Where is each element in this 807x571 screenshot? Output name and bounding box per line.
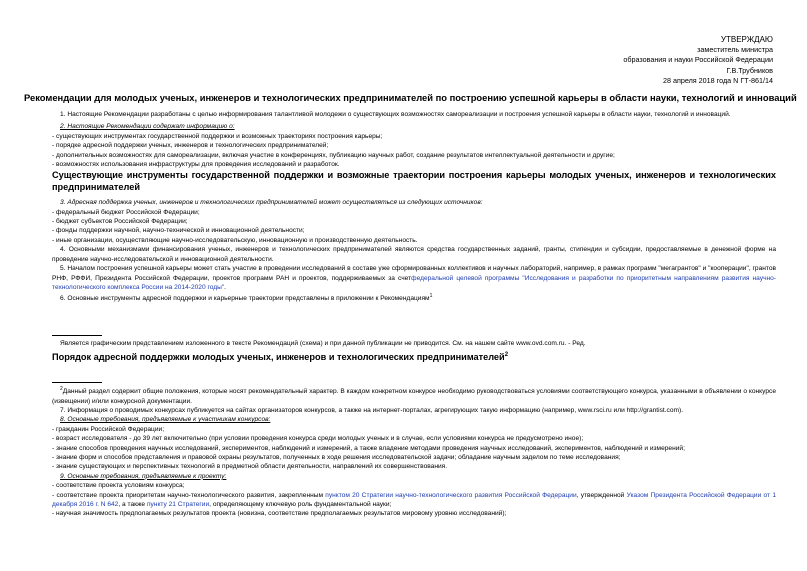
list-item: - иные организации, осуществляющие научно-исследовательскую, инновационную и производственную деятельность.	[52, 236, 418, 244]
section-heading-support: Порядок адресной поддержки молодых ученых, инженеров и технологических предпринимателей$^2$	[52, 352, 509, 363]
list-item: - гражданин Российской Федерации;	[52, 425, 165, 433]
paragraph-6: 6. Основные инструменты адресной поддержки и карьерные траектории представлены в приложении к Рекомендациям$^1$	[60, 293, 433, 303]
paragraph-3: 3. Адресная поддержка ученых, инженеров и технологических предпринимателей может осуществляться из следующих источников:	[60, 199, 483, 207]
list-item: - фонды поддержки научной, научно-технической и инновационной деятельности;	[52, 227, 305, 235]
strategy-point-20-link[interactable]: пунктом 20 Стратегии научно-технологического развития Российской Федерации	[325, 491, 577, 499]
approval-date-number: 28 апреля 2018 года N ГТ-861/14	[662, 76, 773, 86]
list-item: - возраст исследователя - до 39 лет включительно (при условии проведения конкурса среди молодых ученых и в случае, если условиями конкурса не предусмотрено иное);	[52, 435, 584, 443]
paragraph-7: 7. Информация о проводимых конкурсах публикуется на сайтах организаторов конкурсов, а также на интернет-порталах, агрегирующих такую информацию (например, www.rsci.ru или http://grantist.com).	[60, 407, 684, 414]
paragraph-6-text: 6. Основные инструменты адресной поддержки и карьерные траектории представлены в приложении к Рекомендациям	[60, 295, 430, 303]
graphic-footnote: Является графическим представлением изложенного в тексте Рекомендаций (схема) и при данной публикации не приводится. См. на нашем сайте www.ovd.com.ru. - Ред.	[60, 340, 586, 347]
middle-block	[52, 339, 776, 364]
list-item: - соответствие проекта условиям конкурса;	[52, 482, 185, 490]
paragraph-5-end: .	[224, 283, 227, 291]
list-item: - научная значимость предполагаемых результатов проекта (новизна, соответствие предполагаемых результатов мировому уровню исследований);	[52, 510, 507, 518]
section-heading-tools: Существующие инструменты государственной поддержки и возможные траектории построения карьеры молодых ученых, инженеров и технологических предпринимателей	[52, 170, 776, 192]
list-item: - существующих инструментах государственной поддержки и возможных траекториях построения карьеры;	[52, 132, 383, 140]
section-footnote: $^2$Данный раздел содержит общие положения, которые носят рекомендательный характер. В каждом конкретном конкурсе необходимо руководствоваться условиями соответствующего конкурса, указанными в объявлении о конкурсе (извещении) и/или конкурсной документации.	[52, 386, 776, 405]
approval-position: заместитель министра	[697, 45, 773, 54]
list-item: - возможностях использования инфраструктуры для проведения исследований и разработок.	[52, 161, 340, 169]
paragraph-5	[52, 264, 776, 292]
approval-ministry: образования и науки Российской Федерации	[623, 55, 773, 65]
list-item: - порядке адресной поддержки ученых, инженеров и технологических предпринимателей;	[52, 142, 329, 150]
list-item: - дополнительных возможностях для самореализации, включая участие в конференциях, публикацию научных работ, создание результатов интеллектуальной деятельности и другие;	[52, 151, 615, 159]
support-block	[52, 385, 776, 519]
approval-block	[543, 34, 773, 87]
strategy-point-21-link[interactable]: пункту 21 Стратегии	[146, 501, 210, 509]
footnote-divider	[52, 335, 102, 336]
paragraph-8: 8. Основные требования, предъявляемые к участникам конкурсов:	[60, 416, 271, 424]
paragraph-9: 9. Основные требования, предъявляемые к проекту:	[60, 472, 227, 480]
list-item: - знание способов проведения научных исследований, экспериментов, наблюдений и измерений, а также владение методами проведения научных исследований, экспериментов, наблюдений и измерений;	[52, 444, 685, 452]
intro-block	[52, 110, 776, 304]
paragraph-2: 2. Настоящие Рекомендации содержат информацию о:	[60, 123, 235, 131]
document-title: Рекомендации для молодых ученых, инженеров и технологических предпринимателей по построению успешной карьеры в области науки, технологий и инноваций	[24, 92, 797, 103]
list-item: - бюджет субъектов Российской Федерации;	[52, 218, 188, 226]
list-item: - знание существующих и перспективных технологий в предметной области деятельности, направлений их совершенствования.	[52, 463, 448, 471]
presidential-decree-link[interactable]: Указом Президента Российской Федерации от 1 декабря 2016 г. N 642	[52, 491, 776, 509]
approval-title: УТВЕРЖДАЮ	[720, 35, 773, 44]
approval-signatory: Г.В.Трубников	[726, 65, 773, 75]
list-item: - федеральный бюджет Российской Федерации;	[52, 208, 200, 216]
footnote-divider-2	[52, 382, 102, 383]
paragraph-4: 4. Основными механизмами финансирования ученых, инженеров и технологических предпринимателей являются средства государственных заданий, гранты, стипендии и субсидии, предоставляемые в денежной форме на проведение научно-исследовательской и инновационной деятельности.	[52, 246, 776, 263]
list-item: - знание форм и способов представления и правовой охраны результатов, полученных в ходе решения исследовательской задачи; обладание научным заделом по теме исследования;	[52, 454, 621, 462]
federal-program-link[interactable]: федеральной целевой программы "Исследования и разработки по приоритетным направлениям развития научно-технологического комплекса России на 2014-2020 годы"	[52, 274, 777, 291]
paragraph-5-text: 5. Началом построения успешной карьеры может стать участие в проведении исследований в составе уже сформированных коллективов и научных лабораторий, например, в рамках программ "мегагрантов" и "кооперации", грантов РНФ, РФФИ, Президента Российской Федерации, проектов программ РАН и проектов, поддерживаемых за счет	[52, 265, 776, 282]
paragraph-1: 1. Настоящие Рекомендации разработаны с целью информирования талантливой молодежи о существующих возможностях самореализации и построения успешной карьеры в области науки, технологий и инноваций.	[60, 111, 731, 118]
list-item-strategy: - соответствие проекта приоритетам научно-технологического развития, закрепленным пунктом 20 Стратегии научно-технологического развития Российской Федерации, утвержденной Указом Президента Российской Федерации от 1 декабря 2016 г. N 642, а также пункту 21 Стратегии, определяющему ключевую роль фундаментальной науки;	[52, 491, 776, 509]
